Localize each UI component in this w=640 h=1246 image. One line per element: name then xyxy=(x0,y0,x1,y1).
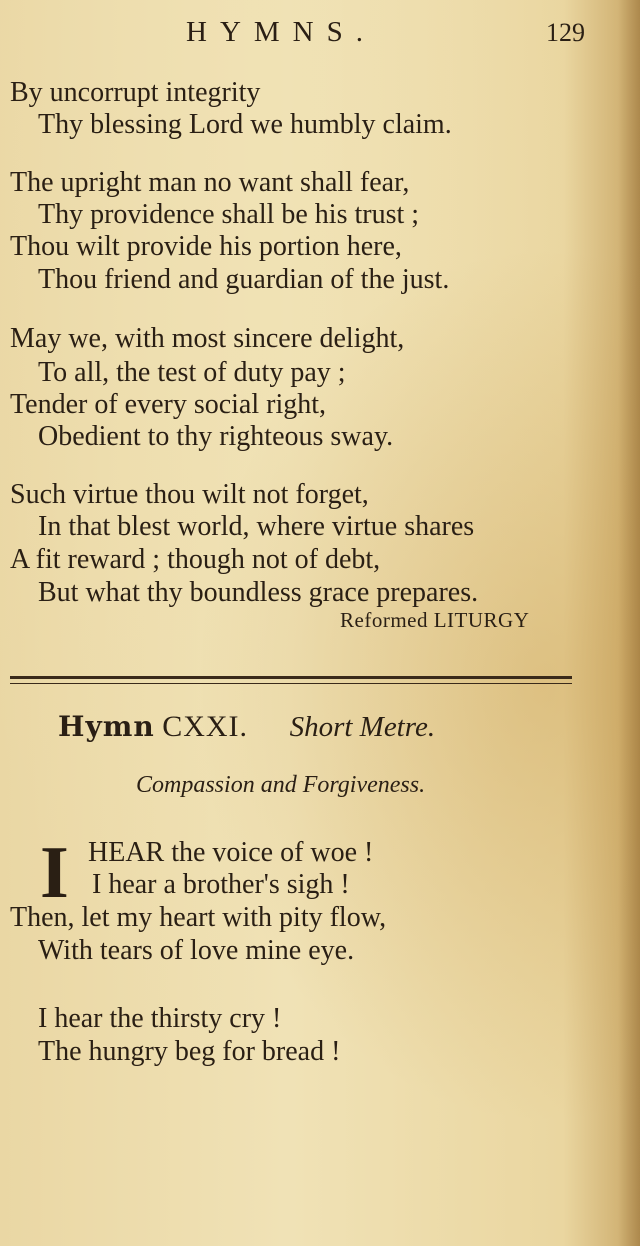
verse-line: Thou wilt provide his portion here, xyxy=(10,231,402,262)
hymn-heading xyxy=(58,710,435,744)
hymn-number: CXXI. xyxy=(162,710,249,743)
verse-line: By uncorrupt integrity xyxy=(10,77,261,108)
page-number: 129 xyxy=(546,18,585,47)
verse-line: I hear the thirsty cry ! xyxy=(38,1003,282,1034)
verse-line: I hear a brother's sigh ! xyxy=(92,869,350,900)
verse-line: May we, with most sincere delight, xyxy=(10,323,405,354)
running-title: HYMNS. xyxy=(186,16,376,48)
verse-line: With tears of love mine eye. xyxy=(38,935,355,966)
page-header xyxy=(0,14,640,54)
verse-line: Then, let my heart with pity flow, xyxy=(10,902,387,933)
drop-cap: I xyxy=(40,832,69,914)
verse-line: Obedient to thy righteous sway. xyxy=(38,421,394,452)
verse-line: Thy providence shall be his trust ; xyxy=(38,199,420,230)
verse-line: A fit reward ; though not of debt, xyxy=(10,544,381,575)
verse-line: Thou friend and guardian of the just. xyxy=(38,264,450,295)
attribution: Reformed LITURGY xyxy=(340,608,530,632)
hymn-subtitle: Compassion and Forgiveness. xyxy=(136,772,426,798)
verse-line: To all, the test of duty pay ; xyxy=(38,357,346,388)
hymn-word: Hymn xyxy=(58,710,155,743)
verse-line: In that blest world, where virtue shares xyxy=(38,511,475,542)
page-edge-shadow xyxy=(618,0,640,1246)
section-divider xyxy=(10,676,572,684)
hymn-metre: Short Metre. xyxy=(289,711,436,743)
verse-line: The upright man no want shall fear, xyxy=(10,167,410,198)
verse-line: HEAR the voice of woe ! xyxy=(88,837,374,868)
verse-line: Thy blessing Lord we humbly claim. xyxy=(38,109,452,140)
verse-line: But what thy boundless grace prepares. xyxy=(38,577,479,608)
verse-line: Such virtue thou wilt not forget, xyxy=(10,479,369,510)
verse-line: The hungry beg for bread ! xyxy=(38,1036,341,1067)
verse-line: Tender of every social right, xyxy=(10,389,327,420)
